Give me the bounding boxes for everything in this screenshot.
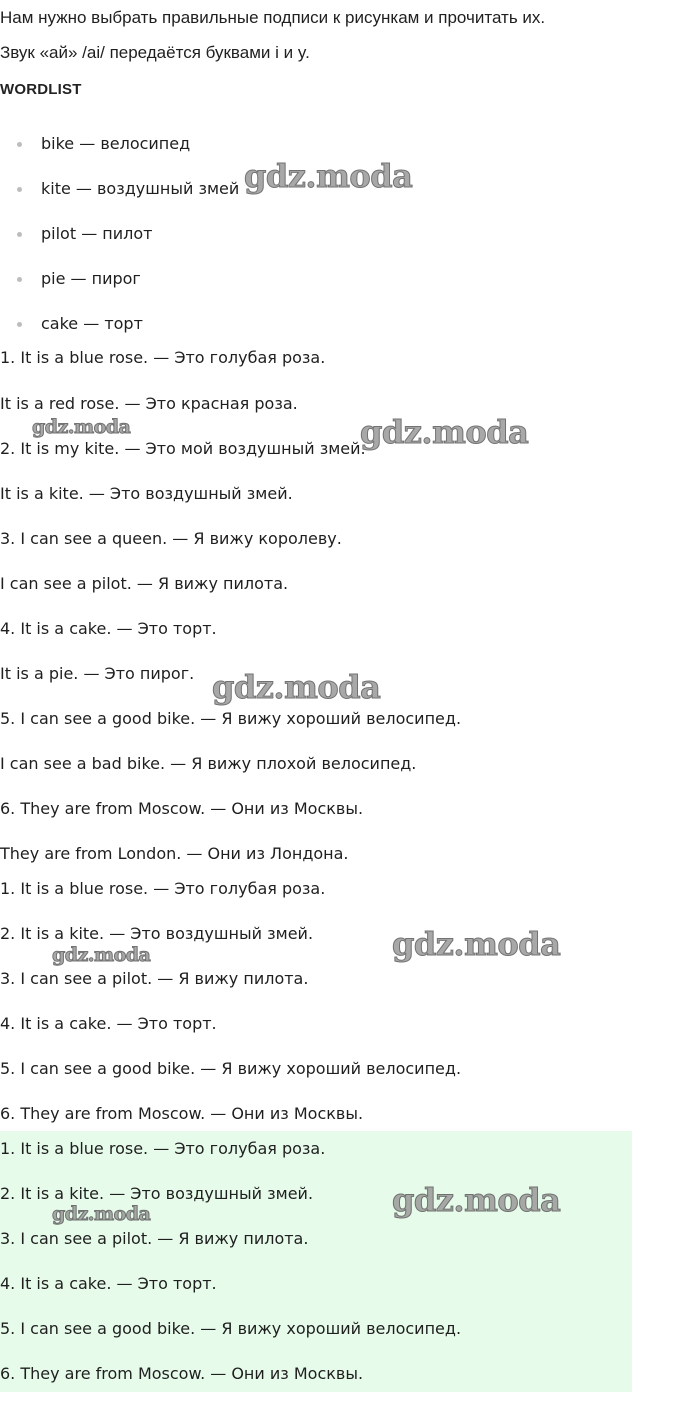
watermark-logo: gdz.moda: [52, 944, 151, 966]
sentence-line: 4. It is a cake. — Это торт.: [0, 619, 217, 638]
sentence-line: I can see a bad bike. — Я вижу плохой велосипед.: [0, 754, 417, 773]
sentence-line: I can see a pilot. — Я вижу пилота.: [0, 574, 289, 593]
answer-line: 1. It is a blue rose. — Это голубая роза.: [0, 879, 326, 898]
sentence-line: 6. They are from Moscow. — Они из Москвы.: [0, 799, 364, 818]
sentence-line: 1. It is a blue rose. — Это голубая роза.: [0, 348, 326, 367]
bullet-icon: [17, 142, 22, 147]
watermark-logo: gdz.moda: [212, 668, 381, 706]
highlighted-answer-line: 5. I can see a good bike. — Я вижу хороший велосипед.: [0, 1319, 462, 1338]
sentence-line: They are from London. — Они из Лондона.: [0, 844, 349, 863]
watermark-logo: gdz.moda: [52, 1203, 151, 1225]
sentence-line: It is a kite. — Это воздушный змей.: [0, 484, 293, 503]
sentence-line: 3. I can see a queen. — Я вижу королеву.: [0, 529, 342, 548]
answer-line: 2. It is a kite. — Это воздушный змей.: [0, 924, 314, 943]
answer-line: 3. I can see a pilot. — Я вижу пилота.: [0, 969, 309, 988]
watermark-logo: gdz.moda: [244, 157, 413, 195]
answer-highlight-block: [0, 1131, 632, 1392]
wordlist-item-text: bike — велосипед: [41, 134, 191, 153]
watermark-logo: gdz.moda: [392, 925, 561, 963]
sentence-line: It is a red rose. — Это красная роза.: [0, 394, 298, 413]
answer-line: 5. I can see a good bike. — Я вижу хороший велосипед.: [0, 1059, 462, 1078]
wordlist-item-text: cake — торт: [41, 314, 143, 333]
answer-line: 6. They are from Moscow. — Они из Москвы.: [0, 1104, 364, 1123]
watermark-logo: gdz.moda: [360, 413, 529, 451]
watermark-logo: gdz.moda: [32, 416, 131, 438]
sentence-line: It is a pie. — Это пирог.: [0, 664, 195, 683]
bullet-icon: [17, 277, 22, 282]
wordlist-heading: WORDLIST: [0, 81, 82, 98]
bullet-icon: [17, 187, 22, 192]
sentence-line: 5. I can see a good bike. — Я вижу хороший велосипед.: [0, 709, 462, 728]
bullet-icon: [17, 232, 22, 237]
intro-sound-note: Звук «ай» /ai/ передаётся буквами i и y.: [0, 43, 310, 62]
wordlist-item-text: kite — воздушный змей: [41, 179, 240, 198]
answer-line: 4. It is a cake. — Это торт.: [0, 1014, 217, 1033]
wordlist-item-text: pilot — пилот: [41, 224, 153, 243]
sentence-line: 2. It is my kite. — Это мой воздушный змей.: [0, 439, 366, 458]
highlighted-answer-line: 4. It is a cake. — Это торт.: [0, 1274, 217, 1293]
intro-instruction: Нам нужно выбрать правильные подписи к рисункам и прочитать их.: [0, 8, 546, 27]
watermark-logo: gdz.moda: [392, 1181, 561, 1219]
bullet-icon: [17, 322, 22, 327]
highlighted-answer-line: 1. It is a blue rose. — Это голубая роза.: [0, 1139, 326, 1158]
highlighted-answer-line: 6. They are from Moscow. — Они из Москвы.: [0, 1364, 364, 1383]
highlighted-answer-line: 3. I can see a pilot. — Я вижу пилота.: [0, 1229, 309, 1248]
highlighted-answer-line: 2. It is a kite. — Это воздушный змей.: [0, 1184, 314, 1203]
wordlist-item-text: pie — пирог: [41, 269, 141, 288]
